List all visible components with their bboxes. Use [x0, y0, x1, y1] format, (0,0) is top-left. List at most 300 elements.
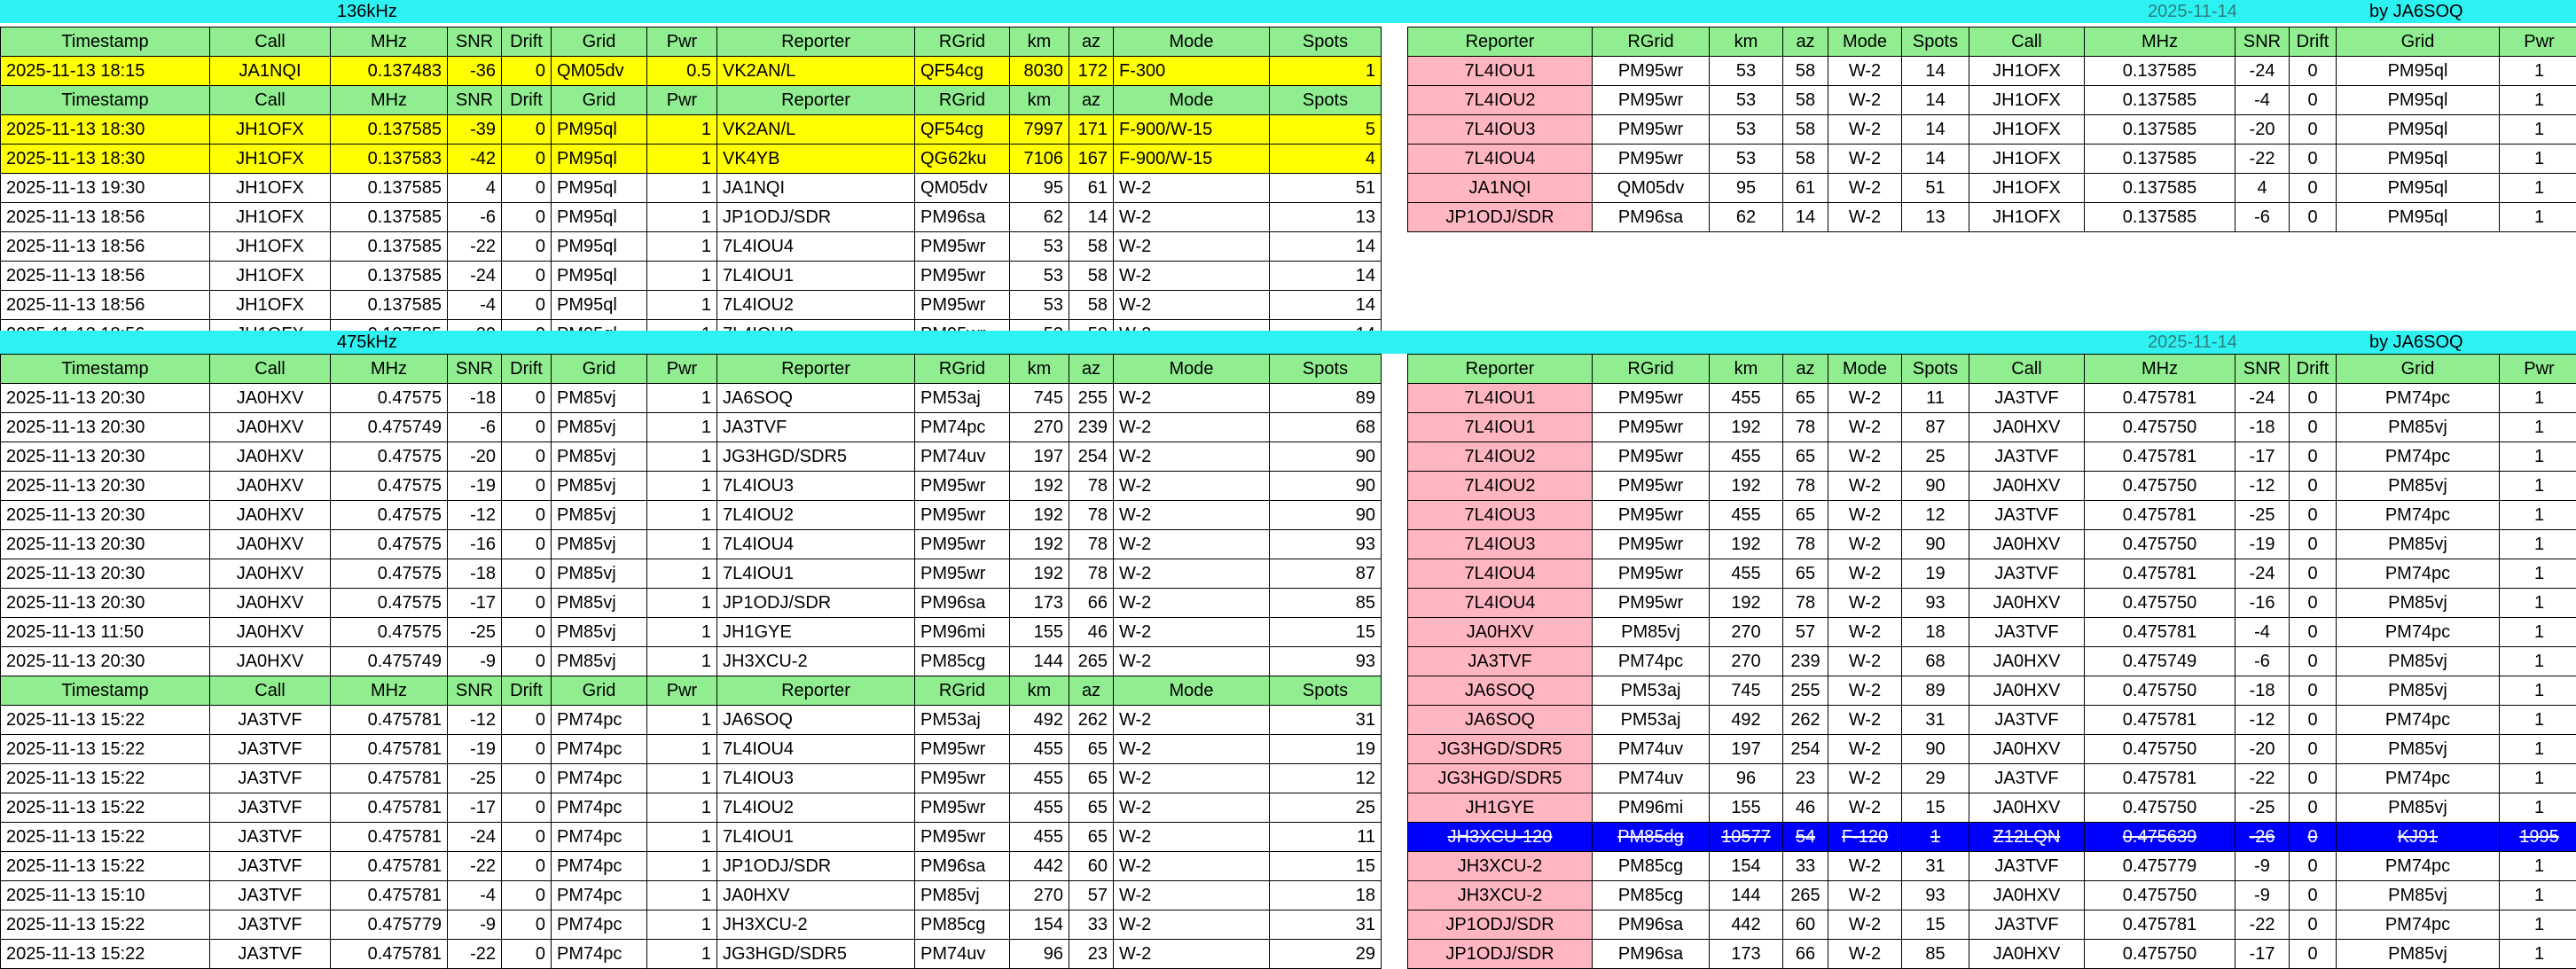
table-cell: 7L4IOU1: [717, 262, 915, 291]
table-cell: 7L4IOU4: [1408, 559, 1593, 589]
table-cell: JA3TVF: [1969, 442, 2085, 472]
table-cell: 1: [647, 910, 717, 940]
table-cell: JA3TVF: [1969, 559, 2085, 589]
table-cell: 2025-11-13 15:22: [1, 735, 210, 764]
table-cell: 1: [647, 793, 717, 823]
table-cell: W-2: [1114, 174, 1270, 203]
table-cell: 46: [1069, 618, 1114, 647]
table-cell: JA0HXV: [1969, 413, 2085, 442]
table-cell: 93: [1270, 647, 1382, 676]
table-cell: 1: [647, 442, 717, 472]
table-cell: 89: [1270, 384, 1382, 413]
table-cell: 65: [1069, 793, 1114, 823]
table-cell: PM74pc: [915, 413, 1010, 442]
table-cell: 155: [1010, 618, 1069, 647]
band-136khz: [0, 0, 2576, 23]
table-cell: PM74pc: [2337, 852, 2500, 881]
table-cell: JH1OFX: [210, 262, 331, 291]
table-cell: JA1NQI: [717, 174, 915, 203]
table-cell: 31: [1902, 852, 1969, 881]
table-cell: -18: [448, 559, 502, 589]
table-cell: JP1ODJ/SDR: [1408, 940, 1593, 969]
table-cell: W-2: [1828, 145, 1902, 174]
column-header: Call: [210, 86, 331, 115]
table-cell: 0.475750: [2085, 530, 2235, 559]
table-cell: PM95ql: [2337, 115, 2500, 145]
table-cell: -25: [2235, 793, 2290, 823]
table-cell: PM95ql: [2337, 86, 2500, 115]
column-header: Timestamp: [1, 355, 210, 384]
table-cell: W-2: [1114, 823, 1270, 852]
column-header: RGrid: [915, 676, 1010, 706]
table-cell: 2025-11-13 20:30: [1, 589, 210, 618]
table-cell: JH1OFX: [1969, 174, 2085, 203]
table-cell: 265: [1069, 647, 1114, 676]
table-cell: PM85cg: [915, 647, 1010, 676]
column-header: Drift: [2290, 27, 2337, 57]
table-cell: F-120: [1828, 823, 1902, 852]
table-cell: 14: [1902, 145, 1969, 174]
table-cell: 0.475781: [331, 881, 448, 910]
table-cell: 78: [1783, 589, 1828, 618]
table-cell: 2025-11-13 20:30: [1, 530, 210, 559]
table-cell: 0: [502, 115, 552, 145]
table-cell: 60: [1783, 910, 1828, 940]
table-cell: -17: [2235, 940, 2290, 969]
table-cell: 25: [1270, 793, 1382, 823]
table-cell: 1: [2500, 115, 2576, 145]
table-cell: 90: [1270, 501, 1382, 530]
table-cell: 192: [1010, 472, 1069, 501]
table-cell: 33: [1783, 852, 1828, 881]
table-cell: 0: [502, 232, 552, 262]
table-cell: 492: [1710, 706, 1783, 735]
table-cell: PM95wr: [915, 793, 1010, 823]
table-cell: -12: [448, 501, 502, 530]
table-cell: 0: [2290, 115, 2337, 145]
table-cell: 0.47575: [331, 384, 448, 413]
table-cell: W-2: [1828, 115, 1902, 145]
table-cell: 58: [1069, 262, 1114, 291]
table-cell: 239: [1069, 413, 1114, 442]
table-cell: W-2: [1114, 881, 1270, 910]
table-cell: W-2: [1114, 764, 1270, 793]
table-cell: PM96sa: [915, 203, 1010, 232]
table-cell: 0.475749: [2085, 647, 2235, 676]
table-cell: 270: [1710, 618, 1783, 647]
table-cell: 1: [2500, 530, 2576, 559]
table-cell: 29: [1270, 940, 1382, 969]
table-cell: 53: [1710, 57, 1783, 86]
table-cell: 13: [1902, 203, 1969, 232]
column-header: MHz: [2085, 355, 2235, 384]
table-cell: 1: [647, 472, 717, 501]
table-cell: JH3XCU-2: [717, 647, 915, 676]
table-cell: 455: [1010, 823, 1069, 852]
table-cell: 1: [2500, 793, 2576, 823]
table-cell: W-2: [1828, 501, 1902, 530]
table-cell: 197: [1010, 442, 1069, 472]
table-cell: PM95wr: [915, 735, 1010, 764]
table-cell: 90: [1902, 472, 1969, 501]
table-cell: JA0HXV: [210, 530, 331, 559]
column-header: km: [1710, 355, 1783, 384]
table-cell: 58: [1783, 145, 1828, 174]
column-header: az: [1783, 355, 1828, 384]
column-header: MHz: [331, 355, 448, 384]
table-cell: W-2: [1114, 940, 1270, 969]
table-cell: PM96sa: [915, 852, 1010, 881]
table-cell: 1: [647, 647, 717, 676]
table-cell: JA6SOQ: [717, 384, 915, 413]
table-cell: 1: [2500, 203, 2576, 232]
table-cell: W-2: [1114, 501, 1270, 530]
table-cell: 0: [2290, 86, 2337, 115]
table-cell: 78: [1069, 530, 1114, 559]
table-cell: PM95wr: [915, 764, 1010, 793]
table-cell: 2025-11-13 20:30: [1, 647, 210, 676]
table-cell: F-300: [1114, 57, 1270, 86]
table-cell: 1: [2500, 472, 2576, 501]
table-cell: 58: [1783, 86, 1828, 115]
table-cell: PM85vj: [2337, 530, 2500, 559]
table-cell: PM95ql: [2337, 203, 2500, 232]
table-cell: JA0HXV: [210, 618, 331, 647]
table-cell: 0: [502, 852, 552, 881]
table-cell: PM74uv: [1593, 764, 1710, 793]
table-cell: -22: [2235, 764, 2290, 793]
table-cell: JP1ODJ/SDR: [1408, 203, 1593, 232]
column-header: RGrid: [915, 27, 1010, 57]
table-cell: PM96sa: [1593, 940, 1710, 969]
table-cell: 1: [2500, 57, 2576, 86]
table-cell: 31: [1270, 910, 1382, 940]
table-cell: 255: [1783, 676, 1828, 706]
column-header: Spots: [1902, 27, 1969, 57]
table-cell: QF54cg: [915, 57, 1010, 86]
table-cell: PM95wr: [1593, 472, 1710, 501]
table-cell: 0: [2290, 203, 2337, 232]
table-cell: PM85cg: [915, 910, 1010, 940]
table-cell: W-2: [1828, 442, 1902, 472]
table-cell: PM74pc: [2337, 706, 2500, 735]
table-cell: JA3TVF: [1969, 764, 2085, 793]
column-header: MHz: [331, 27, 448, 57]
table-cell: 14: [1270, 262, 1382, 291]
table-cell: PM74pc: [552, 764, 647, 793]
table-cell: JA0HXV: [1408, 618, 1593, 647]
table-cell: JH1OFX: [1969, 86, 2085, 115]
table-cell: 54: [1783, 823, 1828, 852]
table-cell: W-2: [1828, 174, 1902, 203]
table-cell: 62: [1710, 203, 1783, 232]
table-cell: 1: [1902, 823, 1969, 852]
table-cell: PM85vj: [2337, 676, 2500, 706]
table-cell: JA6SOQ: [717, 706, 915, 735]
table-cell: 93: [1902, 589, 1969, 618]
table-cell: PM95wr: [915, 262, 1010, 291]
table-cell: PM85vj: [2337, 647, 2500, 676]
table-cell: 171: [1069, 115, 1114, 145]
table-cell: JH1OFX: [1969, 57, 2085, 86]
table-cell: -18: [2235, 413, 2290, 442]
table-cell: 57: [1069, 881, 1114, 910]
column-header: Drift: [502, 27, 552, 57]
table-cell: -9: [2235, 852, 2290, 881]
table-cell: 65: [1783, 442, 1828, 472]
table-cell: PM85vj: [552, 559, 647, 589]
table-cell: 7L4IOU2: [1408, 442, 1593, 472]
table-cell: PM85vj: [2337, 793, 2500, 823]
table-cell: PM85vj: [552, 501, 647, 530]
column-header: Reporter: [717, 86, 915, 115]
table-cell: 1: [647, 145, 717, 174]
table-cell: 7L4IOU4: [717, 530, 915, 559]
table-cell: 1: [647, 203, 717, 232]
table-cell: 0: [502, 501, 552, 530]
table-cell: 90: [1270, 442, 1382, 472]
table-cell: F-900/W-15: [1114, 115, 1270, 145]
table-cell: 0.475749: [331, 413, 448, 442]
column-header: Mode: [1828, 355, 1902, 384]
table-cell: W-2: [1114, 413, 1270, 442]
table-cell: JH1OFX: [210, 174, 331, 203]
table-cell: 58: [1069, 232, 1114, 262]
table-cell: 1: [2500, 589, 2576, 618]
table-cell: 95: [1010, 174, 1069, 203]
table-cell: -25: [2235, 501, 2290, 530]
table-cell: -16: [2235, 589, 2290, 618]
column-header: Reporter: [1408, 27, 1593, 57]
table-cell: 0: [502, 793, 552, 823]
table-cell: 15: [1902, 793, 1969, 823]
table-cell: 0: [2290, 501, 2337, 530]
table-cell: JA0HXV: [210, 384, 331, 413]
column-header: Spots: [1270, 676, 1382, 706]
table-cell: 19: [1270, 735, 1382, 764]
table-cell: 0: [2290, 530, 2337, 559]
table-cell: 90: [1902, 530, 1969, 559]
table-cell: W-2: [1114, 559, 1270, 589]
table-cell: JH1OFX: [1969, 203, 2085, 232]
column-header: Pwr: [2500, 27, 2576, 57]
table-cell: W-2: [1828, 618, 1902, 647]
table-cell: 11: [1270, 823, 1382, 852]
table-cell: 1: [647, 881, 717, 910]
column-header: SNR: [2235, 355, 2290, 384]
table-cell: 0: [2290, 735, 2337, 764]
table-cell: 4: [2235, 174, 2290, 203]
table-cell: 0: [2290, 793, 2337, 823]
table-cell: 78: [1783, 472, 1828, 501]
column-header: km: [1010, 355, 1069, 384]
table-cell: 0.475639: [2085, 823, 2235, 852]
table-cell: JH1OFX: [1969, 115, 2085, 145]
table-cell: PM85vj: [552, 472, 647, 501]
table-cell: -26: [2235, 823, 2290, 852]
table-cell: 0: [502, 589, 552, 618]
table-cell: 0.47575: [331, 589, 448, 618]
table-cell: PM85vj: [552, 618, 647, 647]
column-header: Pwr: [647, 27, 717, 57]
table-cell: 0.475781: [331, 793, 448, 823]
table-cell: PM96mi: [915, 618, 1010, 647]
table-cell: 0: [2290, 413, 2337, 442]
column-header: Mode: [1828, 27, 1902, 57]
table-cell: 66: [1783, 940, 1828, 969]
column-header: RGrid: [1593, 355, 1710, 384]
table-cell: 1: [647, 559, 717, 589]
table-cell: 0.475781: [2085, 559, 2235, 589]
table-cell: 0.47575: [331, 559, 448, 589]
table-cell: 1: [2500, 559, 2576, 589]
table-cell: PM85vj: [552, 647, 647, 676]
table-cell: PM74pc: [2337, 442, 2500, 472]
table-cell: PM85vj: [2337, 472, 2500, 501]
table-cell: JA1NQI: [1408, 174, 1593, 203]
table-cell: JH1OFX: [210, 291, 331, 320]
table-cell: 68: [1902, 647, 1969, 676]
table-cell: 2025-11-13 20:30: [1, 559, 210, 589]
table-cell: 0: [502, 145, 552, 174]
table-cell: JA3TVF: [1969, 618, 2085, 647]
table-cell: JG3HGD/SDR5: [1408, 735, 1593, 764]
table-cell: 18: [1270, 881, 1382, 910]
column-header: Grid: [2337, 355, 2500, 384]
table-cell: 7L4IOU4: [1408, 145, 1593, 174]
table-cell: 93: [1270, 530, 1382, 559]
table-cell: JA0HXV: [210, 647, 331, 676]
column-header: Mode: [1114, 676, 1270, 706]
table-cell: 0.137483: [331, 57, 448, 86]
table-cell: PM53aj: [915, 384, 1010, 413]
table-cell: JA3TVF: [210, 793, 331, 823]
table-cell: 1: [647, 852, 717, 881]
table-cell: JG3HGD/SDR5: [717, 442, 915, 472]
table-cell: 0: [502, 203, 552, 232]
table-cell: PM95ql: [552, 203, 647, 232]
table-cell: 0: [2290, 589, 2337, 618]
table-cell: PM96mi: [1593, 793, 1710, 823]
table-cell: 0.475781: [331, 940, 448, 969]
table-cell: 0: [2290, 706, 2337, 735]
table-cell: JA6SOQ: [1408, 676, 1593, 706]
table-cell: JA0HXV: [210, 589, 331, 618]
column-header: SNR: [448, 27, 502, 57]
table-cell: 90: [1270, 472, 1382, 501]
table-cell: -22: [448, 940, 502, 969]
table-cell: PM85dg: [1593, 823, 1710, 852]
table-cell: 167: [1069, 145, 1114, 174]
table-cell: JA0HXV: [1969, 589, 2085, 618]
table-cell: 2025-11-13 15:22: [1, 852, 210, 881]
table-cell: 2025-11-13 18:15: [1, 57, 210, 86]
table-cell: 65: [1783, 501, 1828, 530]
column-header: Timestamp: [1, 86, 210, 115]
table-cell: PM95wr: [1593, 413, 1710, 442]
table-cell: PM85vj: [552, 589, 647, 618]
table-cell: 0.475781: [2085, 442, 2235, 472]
table-cell: -24: [2235, 559, 2290, 589]
table-cell: 0.475750: [2085, 881, 2235, 910]
table-cell: JH3XCU-2: [717, 910, 915, 940]
table-cell: 192: [1710, 530, 1783, 559]
table-cell: 7L4IOU1: [717, 823, 915, 852]
table-cell: 0.475750: [2085, 735, 2235, 764]
table-cell: Z12LQN: [1969, 823, 2085, 852]
table-cell: 0.475781: [2085, 384, 2235, 413]
column-header: Grid: [552, 355, 647, 384]
table-cell: 7L4IOU3: [717, 764, 915, 793]
table-cell: 1: [647, 384, 717, 413]
band-475khz: [0, 331, 2576, 354]
table-cell: JP1ODJ/SDR: [717, 852, 915, 881]
table-cell: PM95wr: [915, 530, 1010, 559]
table-cell: QM05dv: [1593, 174, 1710, 203]
table-cell: 0: [502, 384, 552, 413]
table-cell: PM74uv: [915, 940, 1010, 969]
table-cell: JA0HXV: [1969, 647, 2085, 676]
table-cell: 0.137585: [331, 232, 448, 262]
column-header: km: [1010, 27, 1069, 57]
table-cell: JP1ODJ/SDR: [717, 589, 915, 618]
table-cell: 0.137585: [2085, 203, 2235, 232]
column-header: Mode: [1114, 27, 1270, 57]
table-cell: 25: [1902, 442, 1969, 472]
table-cell: 1: [647, 589, 717, 618]
table-cell: 0.475779: [331, 910, 448, 940]
table-cell: -9: [448, 647, 502, 676]
column-header: Mode: [1114, 355, 1270, 384]
table-cell: -20: [448, 442, 502, 472]
table-cell: 155: [1710, 793, 1783, 823]
table-cell: W-2: [1114, 262, 1270, 291]
table-cell: 0.475781: [2085, 706, 2235, 735]
table-cell: 51: [1902, 174, 1969, 203]
table-cell: JH1OFX: [210, 115, 331, 145]
table-cell: 12: [1270, 764, 1382, 793]
table-cell: 7L4IOU2: [1408, 86, 1593, 115]
table-cell: 0.475781: [2085, 618, 2235, 647]
table-cell: PM74pc: [552, 852, 647, 881]
table-cell: 89: [1902, 676, 1969, 706]
table-cell: 270: [1010, 881, 1069, 910]
table-cell: W-2: [1828, 86, 1902, 115]
table-cell: -18: [2235, 676, 2290, 706]
table-cell: PM85cg: [1593, 881, 1710, 910]
table-cell: 11: [1902, 384, 1969, 413]
column-header: Call: [1969, 355, 2085, 384]
table-cell: 455: [1710, 442, 1783, 472]
table-cell: 1: [647, 706, 717, 735]
table-cell: PM85vj: [915, 881, 1010, 910]
column-header: Drift: [502, 355, 552, 384]
table-cell: 7L4IOU3: [1408, 115, 1593, 145]
table-cell: W-2: [1114, 384, 1270, 413]
table-cell: 85: [1270, 589, 1382, 618]
band-freq-label: 136kHz: [337, 2, 397, 21]
table-cell: -4: [448, 881, 502, 910]
table-cell: JA0HXV: [1969, 793, 2085, 823]
table-cell: JA3TVF: [210, 881, 331, 910]
table-cell: 0.475781: [331, 735, 448, 764]
table-cell: 1: [647, 262, 717, 291]
table-cell: -12: [2235, 706, 2290, 735]
table-cell: -36: [448, 57, 502, 86]
column-header: Reporter: [1408, 355, 1593, 384]
table-cell: 0: [2290, 384, 2337, 413]
table-cell: -24: [2235, 57, 2290, 86]
